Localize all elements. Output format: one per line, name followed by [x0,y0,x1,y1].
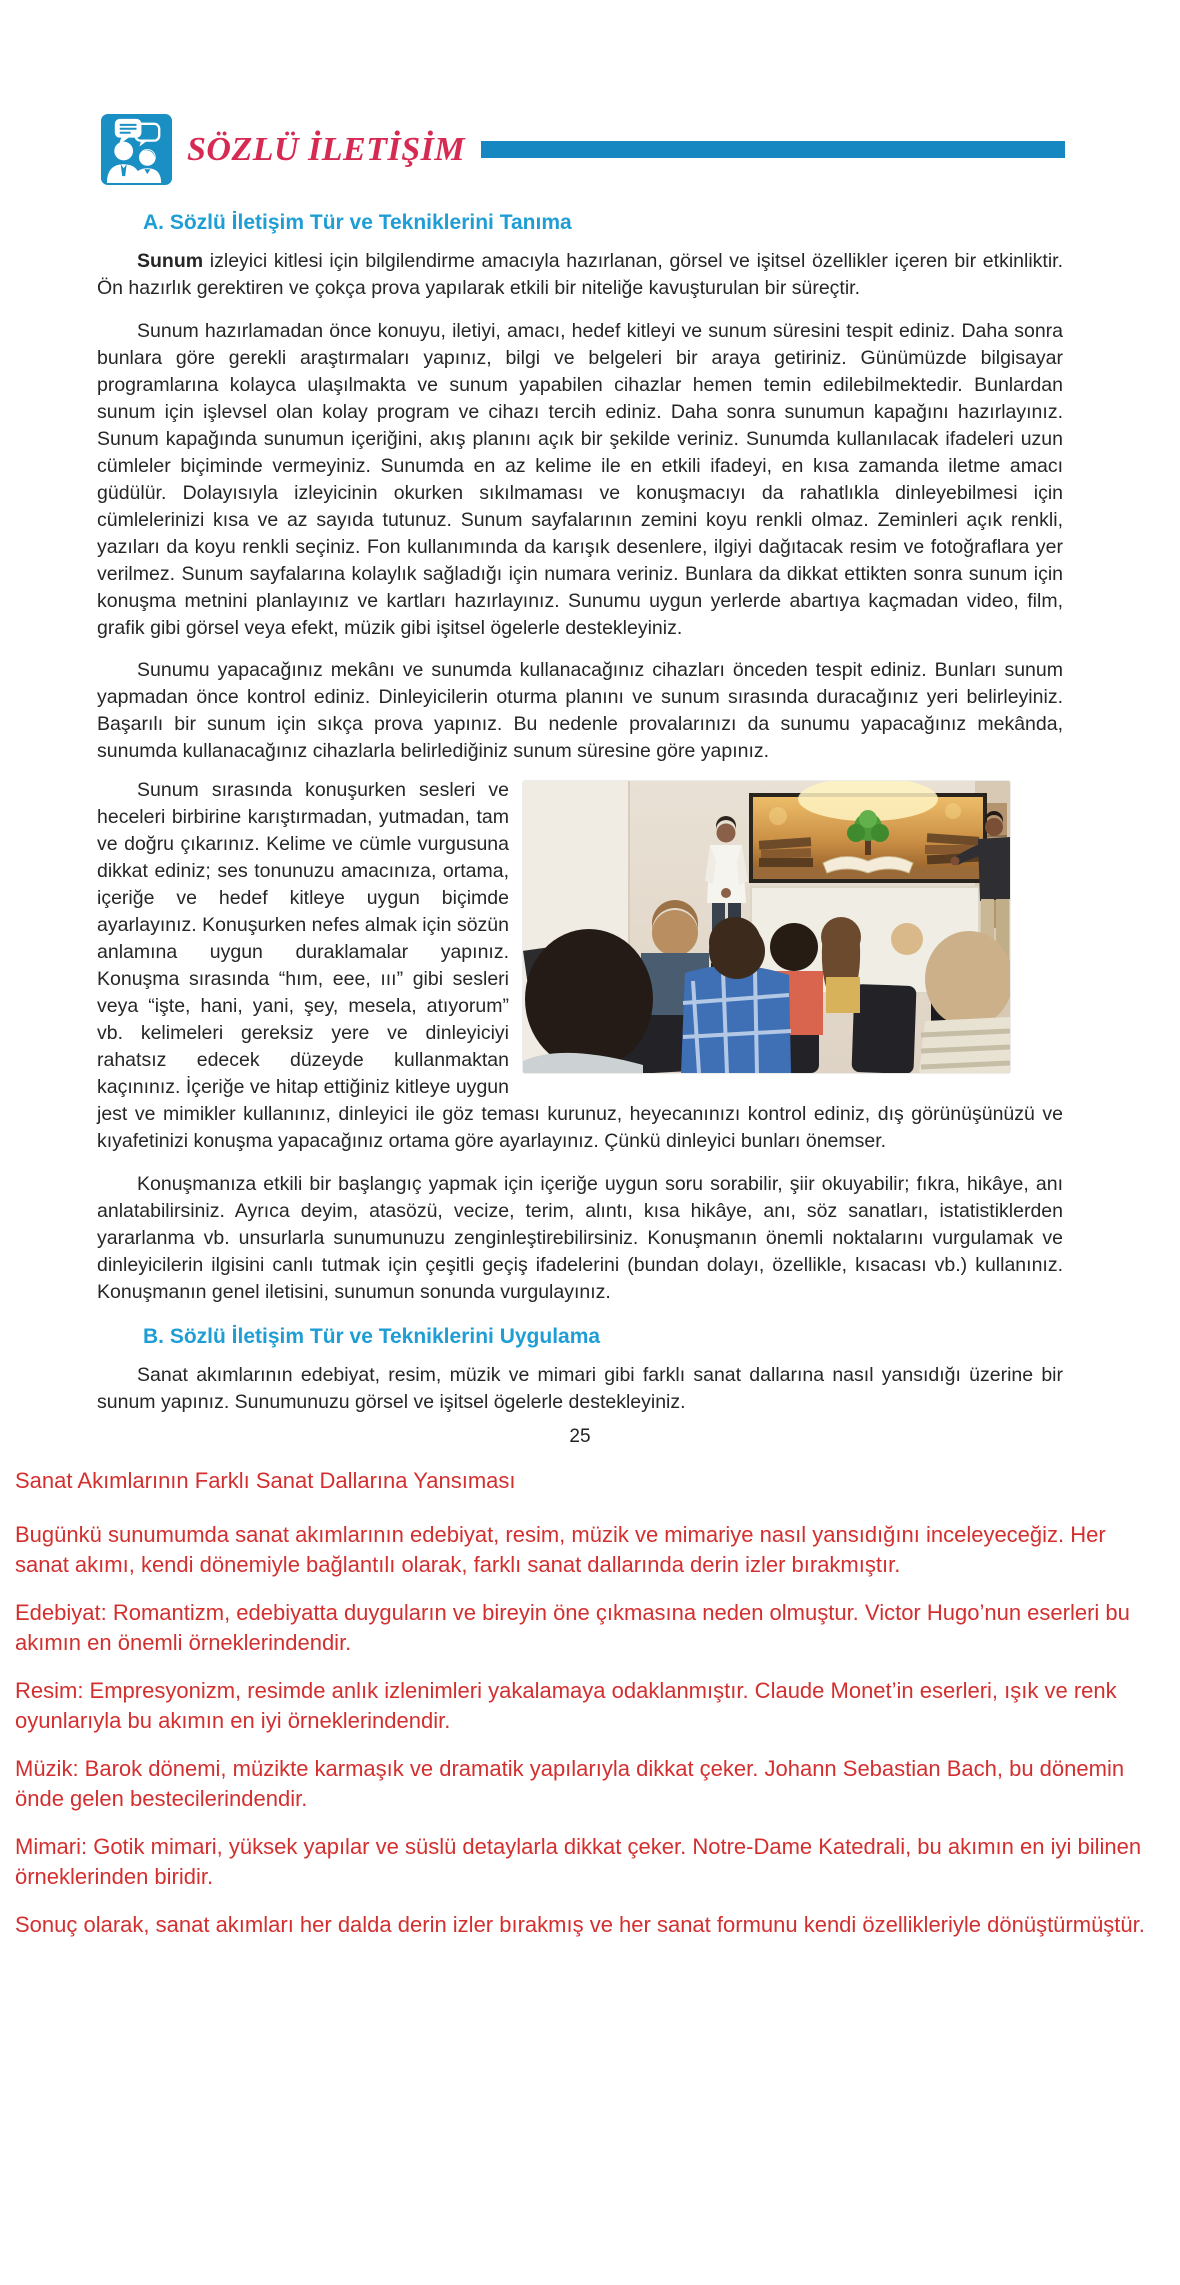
paragraph-intro-text: izleyici kitlesi için bilgilendirme amacıyla hazırlanan, görsel ve işitsel özellikler içeren bir etkinliktir. Ön hazırlık gerektiren ve çokça prova yapılarak etkili bir niteliğe kavuşturulan bir süreçtir. [97,250,1063,299]
answer-paragraph: Sonuç olarak, sanat akımları her dalda derin izler bırakmış ve her sanat formunu kendi özellikleriyle dönüştürmüştür. [15,1912,1145,1937]
paragraph-delivery-text: Sunum sırasında konuşurken sesleri ve heceleri birbirine karıştırmadan, yutmadan, tam ve doğru çıkarınız. Kelime ve cümle vurgusuna dikkat ediniz; ses tonunuzu amacınıza, ortama, içeriğe ve hedef kitleye uygun biçimde ayarlayınız. Konuşurken nefes almak için sözün anlamına uygun duraklamalar yapınız. Konuşma sırasında “hım, eee, ııı” gibi sesleri veya “işte, hani, yani, şey, mesela, atıyorum” vb. kelimeleri gereksiz yere ve dinleyiciyi rahatsız edecek düzeyde kullanmaktan kaçınınız. İçeriğe ve hitap ettiğiniz kitleye uygun jest ve mimikler kullanınız, dinleyici ile göz teması kurunuz, heyecanınızı kontrol ediniz, dış görünüşünüzü ve kıyafetinizi konuşma yapacağınız ortama göre ayarlayınız. Çünkü dinleyici bunları önemser. [97,779,1063,1152]
lesson-content [97,210,1063,1448]
people-speech-bubbles-icon [100,113,173,186]
student-answer-text [15,1466,1165,1940]
lead-word: Sunum [137,250,204,272]
paragraph-assignment: Sanat akımlarının edebiyat, resim, müzik ve mimari gibi farklı sanat dallarına nasıl yansıdığı üzerine bir sunum yapınız. Sunumunuzu görsel ve işitsel ögelerle destekleyiniz. [97,1364,1063,1413]
unit-title: SÖZLÜ İLETİŞİM [187,130,466,168]
answer-paragraph: Mimari: Gotik mimari, yüksek yapılar ve süslü detaylarla dikkat çeker. Notre-Dame Katedrali, bu akımın en iyi bilinen örneklerinden biridir. [15,1834,1142,1889]
answer-paragraph: Müzik: Barok dönemi, müzikte karmaşık ve dramatik yapılarıyla dikkat çeker. Johann Sebastian Bach, bu dönemin önde gelen bestecilerindendir. [15,1756,1125,1811]
answer-paragraph: Resim: Empresyonizm, resimde anlık izlenimleri yakalamaya odaklanmıştır. Claude Monet’in eserleri, ışık ve renk oyunlarıyla bu akımın en iyi örneklerindendir. [15,1678,1117,1733]
page-number: 25 [569,1426,591,1447]
answer-heading: Sanat Akımlarının Farklı Sanat Dallarına Yansıması [15,1468,516,1493]
paragraph-delivery [97,777,1063,1155]
page-header [100,113,1065,186]
section-a-heading: A. Sözlü İletişim Tür ve Tekniklerini Tanıma [143,211,572,234]
paragraph-venue: Sunumu yapacağınız mekânı ve sunumda kullanacağınız cihazları önceden tespit ediniz. Bunları sunum yapmadan önce kontrol ediniz. Dinleyicilerin oturma planını ve sunum sırasında duracağınız yeri belirleyiniz. Başarılı bir sunum için sıkça prova yapınız. Bu nedenle provalarınızı da sunumu yapacağınız mekânda, sunumda kullanacağınız cihazlarla belirlediğiniz sunum süresine göre yapınız. [97,659,1063,762]
paragraph-intro [97,248,1063,302]
paragraph-preparation: Sunum hazırlamadan önce konuyu, iletiyi, amacı, hedef kitleyi ve sunum süresini tespit ediniz. Daha sonra bunlara göre gerekli araştırmaları yapınız, bilgi ve belgeleri bir araya getiriniz. Günümüzde bilgisayar programlarına kolayca ulaşılmakta ve sunum yapabilen cihazlar hemen temin edilebilmektedir. Bunlardan sunum için işlevsel olan kolay program ve cihazı tercih ediniz. Daha sonra sunumun kapağını hazırlayınız. Sunum kapağında sunumun içeriğini, akış planını açık bir şekilde veriniz. Sunumda kullanılacak ifadeleri uzun cümleler biçiminde vermeyiniz. Sunumda en az kelime ile en etkili ifadeyi, en kısa zamanda iletme amacı güdülür. Dolayısıyla izleyicinin okurken sıkılmaması ve konuşmacıyı da rahatlıkla dinleyebilmesi için cümlelerinizi kısa ve az sayıda tutunuz. Sunum sayfalarının zemini koyu renkli olmaz. Zeminleri açık renkli, yazıları da koyu renkli seçiniz. Fon kullanımında da karışık desenlere, ilgiyi dağıtacak resim ve fotoğraflara yer verilmez. Sunum sayfalarına kolaylık sağladığı için numara veriniz. Bunlara da dikkat ettikten sonra sunum için konuşma metnini planlayınız ve kartları hazırlayınız. Sunumu uygun yerlerde abartıya kaçmadan video, film, grafik gibi görsel veya efekt, müzik gibi işitsel ögelerle destekleyiniz. [97,320,1063,639]
paragraph-opening: Konuşmanıza etkili bir başlangıç yapmak için içeriğe uygun soru sorabilir, şiir okuyabilir; fıkra, hikâye, anı anlatabilirsiniz. Ayrıca deyim, atasözü, vecize, terim, alıntı, kısa hikâye, anı, söz sanatları, istatistiklerden yararlanma vb. unsurlarla sunumunuzu zenginleştirebilirsiniz. Konuşmanın önemli noktalarını vurgulamak ve dinleyicilerin ilgisini canlı tutmak için çeşitli geçiş ifadelerini (bundan dolayı, özellikle, kısacası vb.) kullanınız. Konuşmanın genel iletisini, sunumun sonunda vurgulayınız. [97,1173,1063,1303]
presentation-photo [523,781,1010,1073]
header-rule [481,141,1065,158]
section-b-heading: B. Sözlü İletişim Tür ve Tekniklerini Uygulama [143,1325,601,1348]
answer-paragraph: Edebiyat: Romantizm, edebiyatta duyguların ve bireyin öne çıkmasına neden olmuştur. Victor Hugo’nun eserleri bu akımın en önemli örneklerindendir. [15,1600,1130,1655]
answer-paragraph: Bugünkü sunumumda sanat akımlarının edebiyat, resim, müzik ve mimariye nasıl yansıdığını inceleyeceğiz. Her sanat akımı, kendi dönemiyle bağlantılı olarak, farklı sanat dallarında derin izler bırakmıştır. [15,1522,1106,1577]
